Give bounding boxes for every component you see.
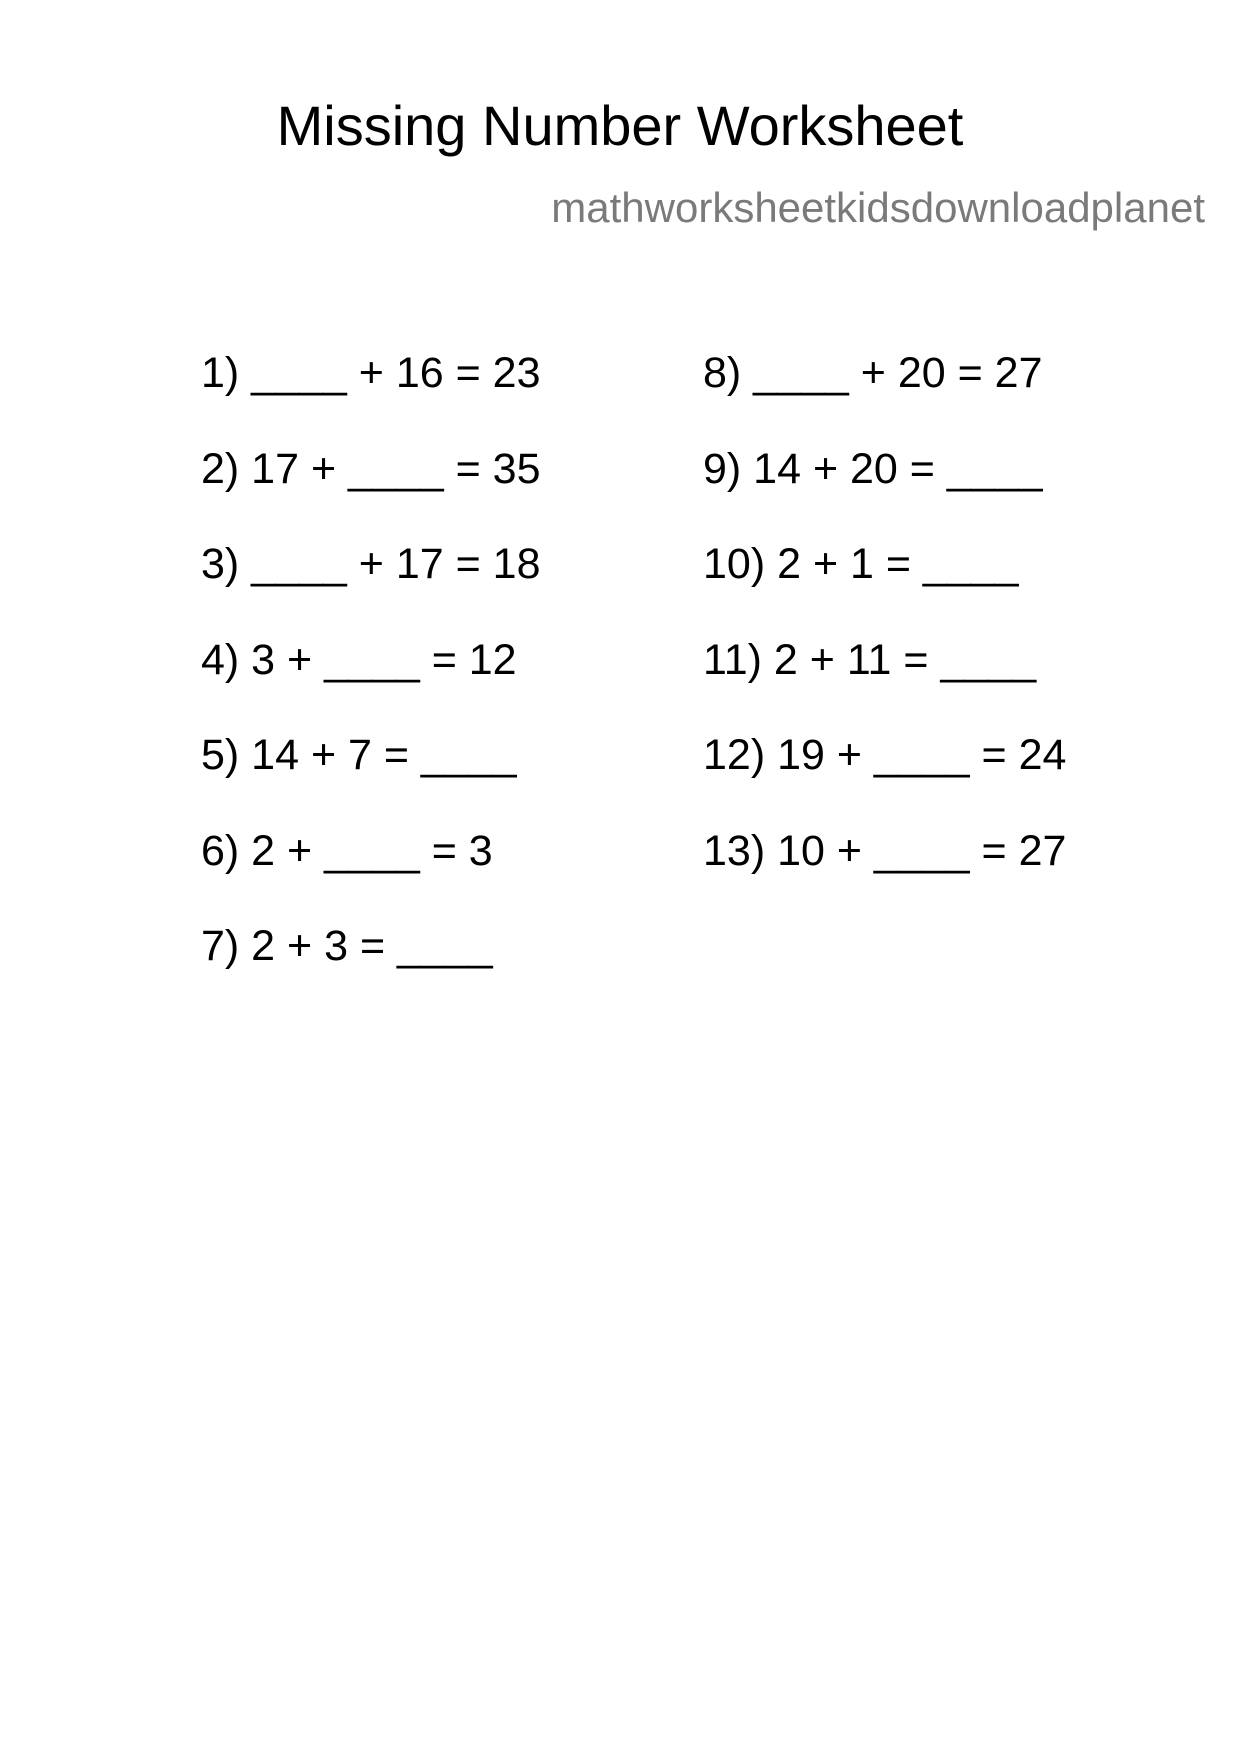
- problem-item: 4) 3 + ____ = 12: [201, 635, 517, 684]
- problem-item: 5) 14 + 7 = ____: [201, 731, 517, 779]
- problem-item: 12) 19 + ____ = 24: [703, 731, 1067, 779]
- problem-item: 1) ____ + 16 = 23: [201, 349, 541, 397]
- problem-item: 6) 2 + ____ = 3: [201, 826, 493, 875]
- problem-item: 13) 10 + ____ = 27: [703, 826, 1067, 875]
- problem-item: 9) 14 + 20 = ____: [703, 444, 1043, 493]
- problem-item: 2) 17 + ____ = 35: [201, 444, 541, 493]
- problem-column-left: [201, 349, 541, 1021]
- problem-item: 3) ____ + 17 = 18: [201, 540, 541, 588]
- problem-column-right: [703, 349, 1067, 925]
- problem-item: 7) 2 + 3 = ____: [201, 922, 493, 970]
- problem-item: 11) 2 + 11 = ____: [703, 635, 1037, 684]
- problem-item: 10) 2 + 1 = ____: [703, 540, 1019, 588]
- worksheet-title: Missing Number Worksheet: [276, 94, 964, 157]
- problem-item: 8) ____ + 20 = 27: [703, 349, 1043, 397]
- source-watermark-text: mathworksheetkidsdownloadplanet: [551, 184, 1205, 231]
